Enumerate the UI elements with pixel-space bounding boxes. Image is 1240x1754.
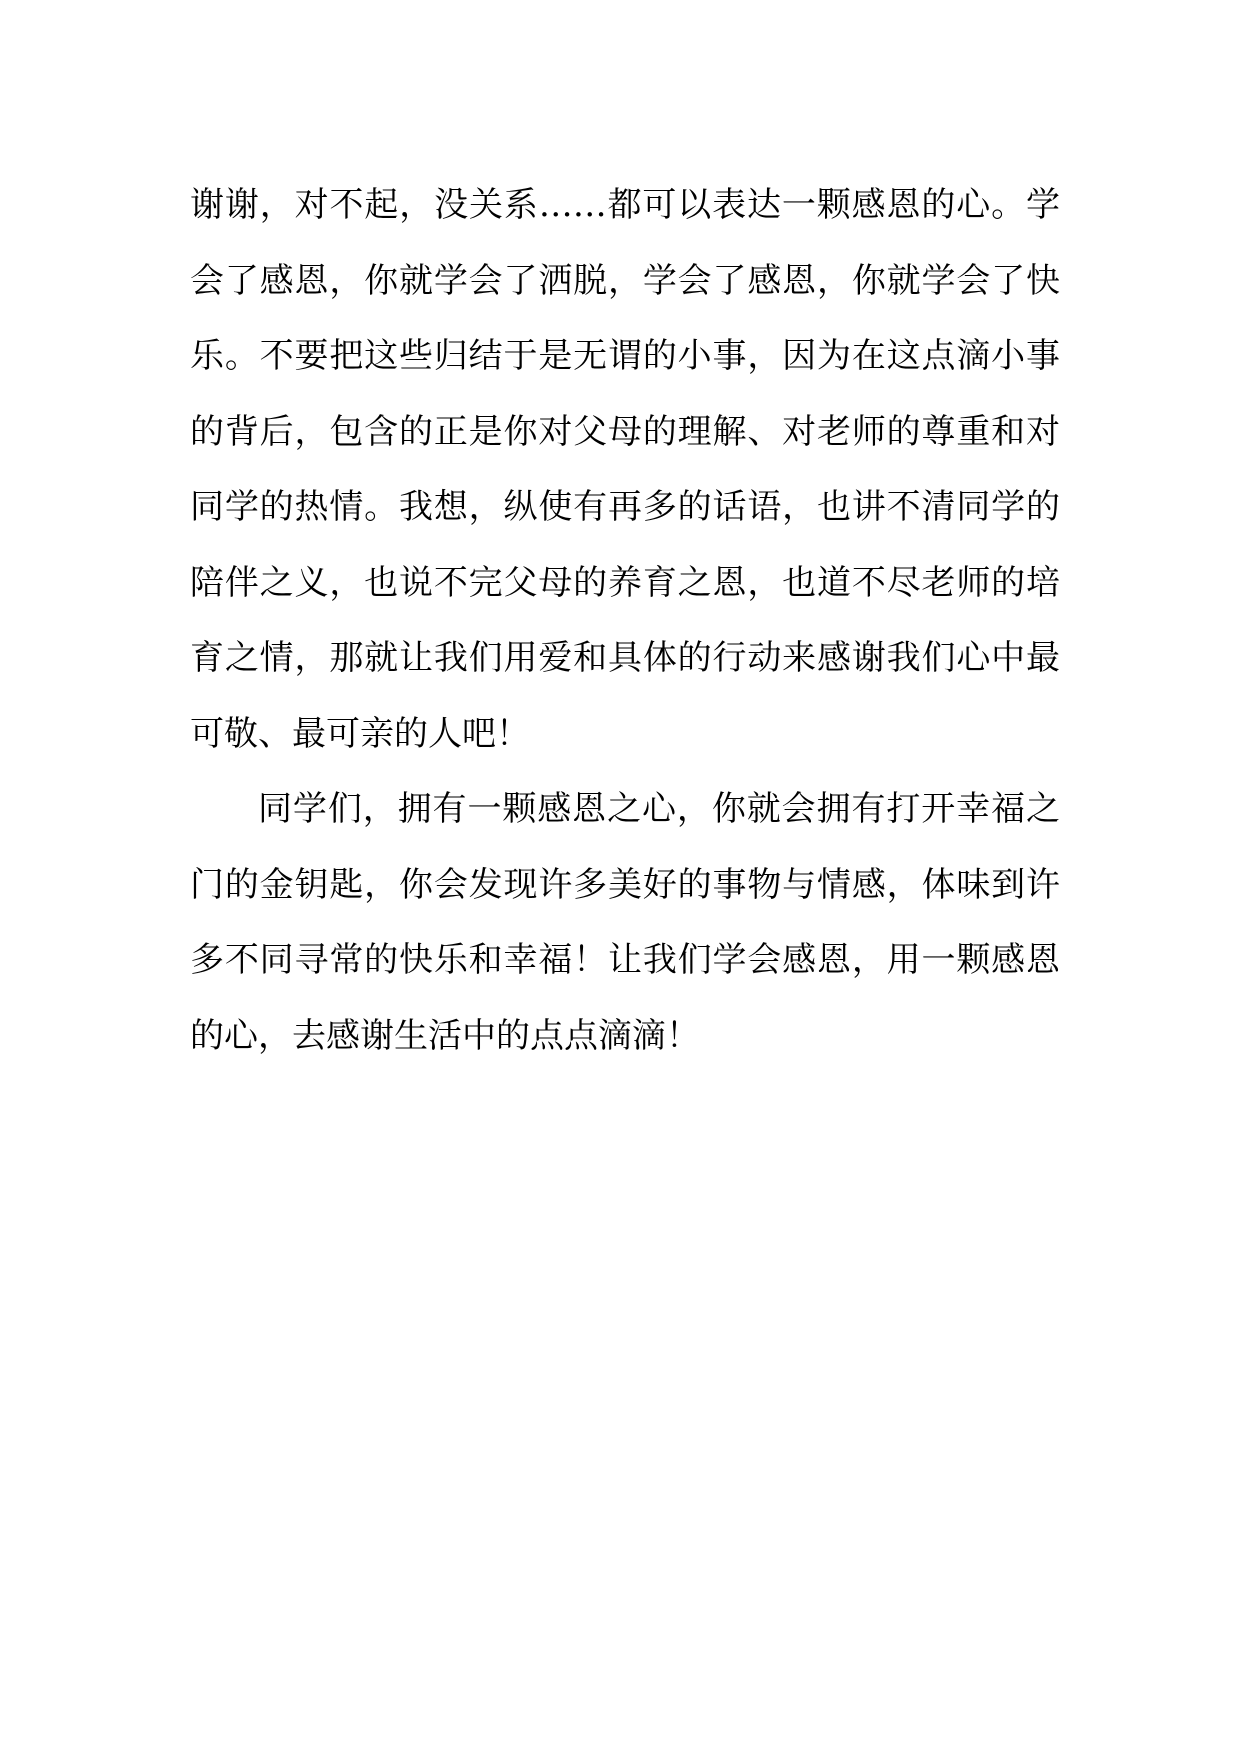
document-body (190, 168, 1060, 1074)
text-line: 同学的热情。我想，纵使有再多的话语，也讲不清同学的 (190, 487, 1060, 527)
text-line: 谢谢，对不起，没关系……都可以表达一颗感恩的心。学 (190, 185, 1060, 225)
text-line: 陪伴之义，也说不完父母的养育之恩，也道不尽老师的培 (190, 562, 1060, 603)
text-line: 乐。不要把这些归结于是无谓的小事，因为在这点滴小事 (190, 336, 1060, 376)
text-line: 的背后，包含的正是你对父母的理解、对老师的尊重和对 (190, 411, 1060, 452)
text-line: 育之情，那就让我们用爱和具体的行动来感谢我们心中最 (190, 638, 1060, 678)
text-line: 门的金钥匙，你会发现许多美好的事物与情感，体味到许 (190, 864, 1060, 905)
paragraph-2 (190, 772, 1060, 1074)
text-line: 可敬、最可亲的人吧！ (190, 713, 530, 754)
text-line: 的心，去感谢生活中的点点滴滴！ (190, 1015, 700, 1056)
text-line: 多不同寻常的快乐和幸福！让我们学会感恩，用一颗感恩 (190, 940, 1060, 980)
text-line: 会了感恩，你就学会了洒脱，学会了感恩，你就学会了快 (190, 260, 1060, 301)
paragraph-1 (190, 168, 1060, 772)
text-line: 同学们，拥有一颗感恩之心，你就会拥有打开幸福之 (258, 789, 1060, 829)
